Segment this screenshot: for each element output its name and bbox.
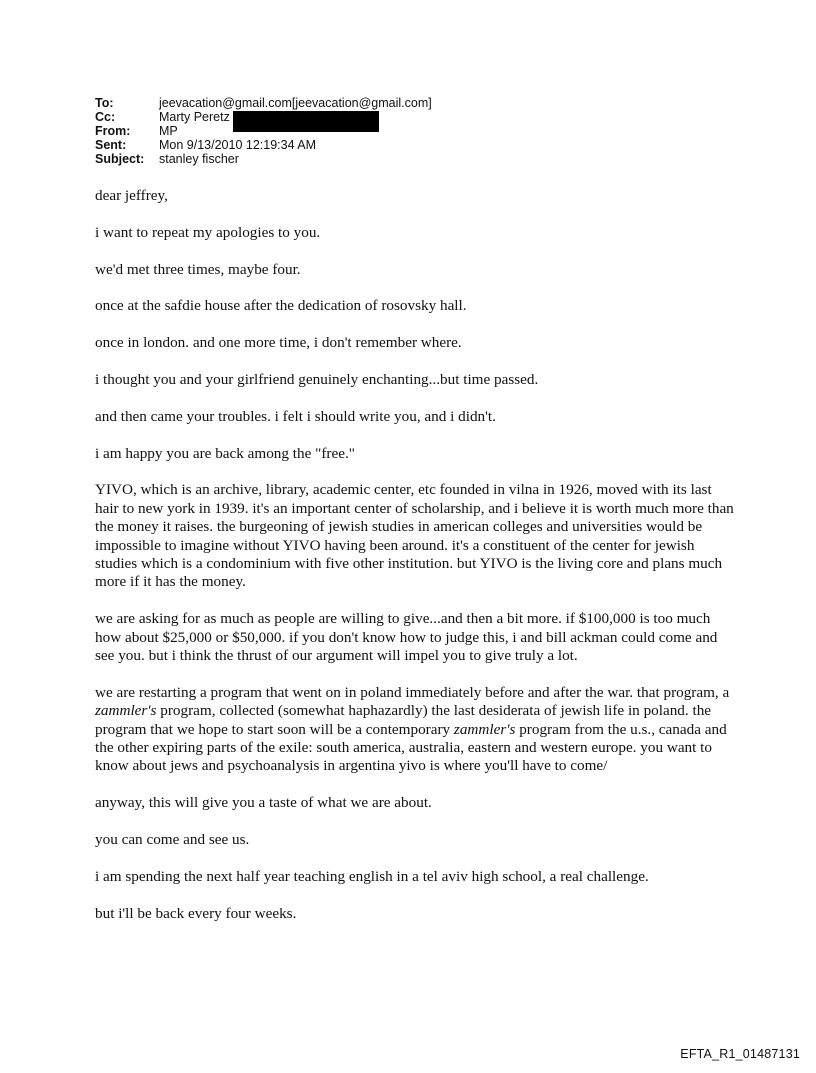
paragraph-1: i want to repeat my apologies to you.: [95, 223, 321, 241]
paragraph-11: anyway, this will give you a taste of what we are about.: [95, 794, 432, 812]
subject-row: [95, 152, 432, 166]
paragraph-6: and then came your troubles. i felt i should write you, and i didn't.: [95, 407, 496, 425]
from-value: MP: [159, 124, 178, 138]
paragraph-2: we'd met three times, maybe four.: [95, 260, 301, 278]
paragraph-13: i am spending the next half year teaching english in a tel aviv high school, a real challenge.: [95, 867, 649, 885]
to-value: jeevacation@gmail.com[jeevacation@gmail.com]: [159, 96, 432, 110]
email-body: [95, 187, 735, 941]
paragraph-7: i am happy you are back among the "free.": [95, 444, 355, 462]
sent-value: Mon 9/13/2010 12:19:34 AM: [159, 138, 317, 152]
paragraph-10: [95, 684, 735, 776]
paragraph-10-part-b: program, collected (somewhat haphazardly) the last desiderata of jewish life in poland. the program that we hope to start soon will be a contemporary: [95, 702, 712, 738]
to-label: To:: [95, 96, 114, 110]
paragraph-5: i thought you and your girlfriend genuinely enchanting...but time passed.: [95, 370, 539, 388]
paragraph-12: you can come and see us.: [95, 831, 250, 849]
subject-label: Subject:: [95, 152, 145, 166]
redaction-bar: [233, 111, 379, 132]
paragraph-4: once in london. and one more time, i don't remember where.: [95, 334, 462, 352]
sent-label: Sent:: [95, 138, 127, 152]
paragraph-10-part-a: we are restarting a program that went on in poland immediately before and after the war. that program, a: [95, 683, 730, 701]
subject-value: stanley fischer: [159, 152, 239, 166]
paragraph-8: YIVO, which is an archive, library, academic center, etc founded in vilna in 1926, moved with its last hair to new york in 1939. it's an important center of scholarship, and i believe it is worth much more than the money it raises. the burgeoning of jewish studies in american colleges and universities would be impossible to imagine without YIVO having been around. it's a constituent of the center for jewish studies which is a condominium with five other institution. but YIVO is the living core and plans much more if it has the money.: [95, 481, 734, 591]
sent-row: [95, 138, 432, 152]
from-label: From:: [95, 124, 131, 138]
paragraph-14: but i'll be back every four weeks.: [95, 904, 297, 922]
zammlers-emphasis-1: zammler's: [95, 702, 157, 720]
paragraph-9: we are asking for as much as people are willing to give...and then a bit more. if $100,000 is too much how about $25,000 or $50,000. if you don't know how to judge this, i and bill ackman could come and see you. but i think the thrust of our argument will impel you to give truly a lot.: [95, 610, 718, 665]
paragraph-3: once at the safdie house after the dedication of rosovsky hall.: [95, 297, 467, 315]
cc-label: Cc:: [95, 110, 116, 124]
zammlers-emphasis-2: zammler's: [453, 720, 516, 738]
greeting: dear jeffrey,: [95, 187, 168, 204]
paragraph-10-part-c: program from the u.s., canada and the other expiring parts of the exile: south america, australia, eastern and western europe. you want to know about jews and psychoanalysis in argentina yivo is where you'll have to come/: [95, 720, 727, 775]
to-row: [95, 96, 432, 110]
document-id: EFTA_R1_01487131: [680, 1047, 800, 1061]
cc-value: Marty Peretz: [159, 110, 230, 124]
